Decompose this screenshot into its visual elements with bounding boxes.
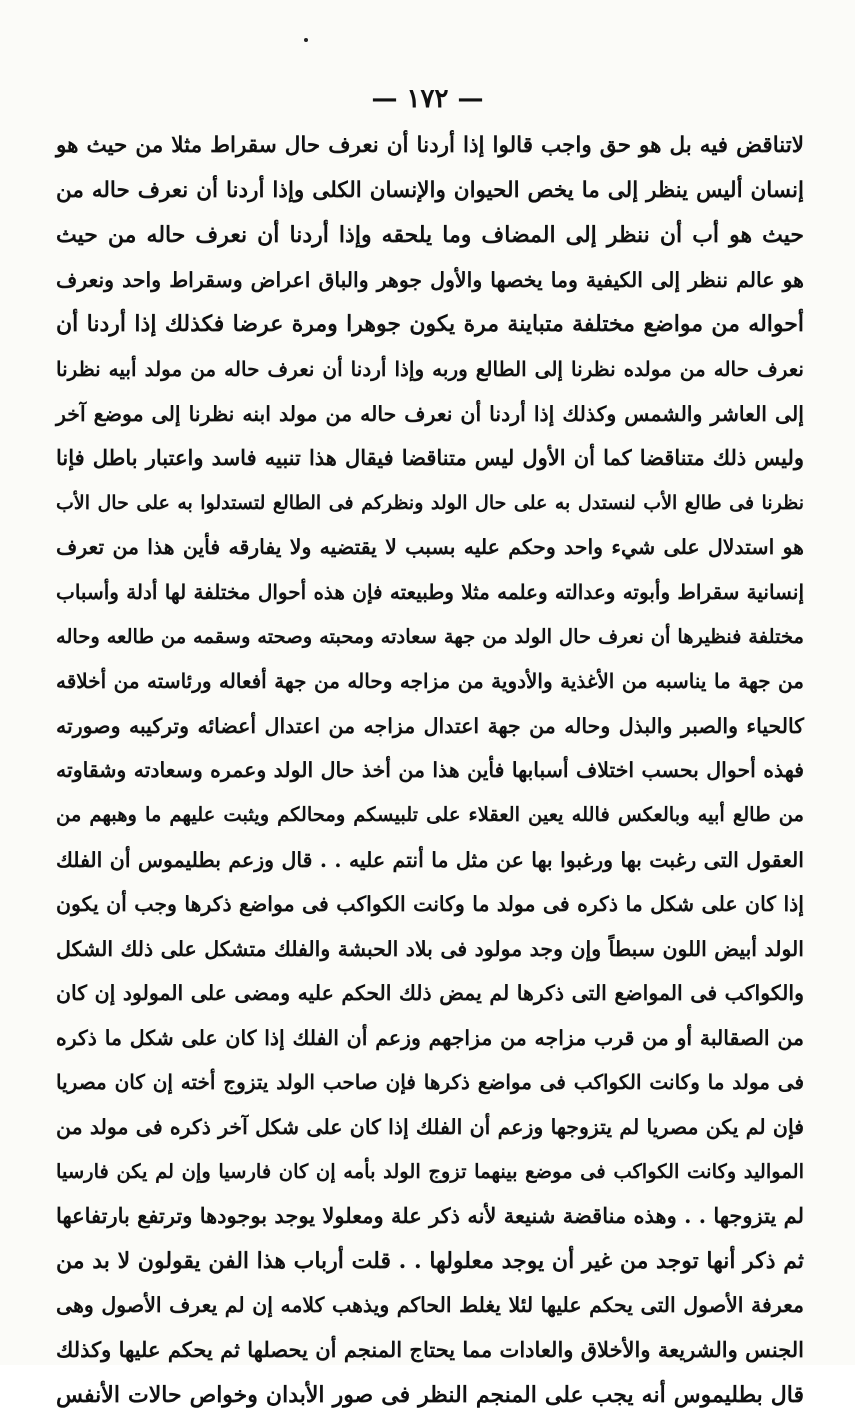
text-line: إنسانية سقراط وأبوته وعدالته وعلمه مثلا وطبيعته فإن هذه أحوال مختلفة لها أدلة وأسباب bbox=[56, 579, 804, 604]
text-line: المواليد وكانت الكواكب فى موضع بينهما تزوج الولد بأمه إن كان فارسيا وإن لم يكن فارسيا bbox=[56, 1159, 804, 1183]
text-line: من الصقالبة أو من قرب مزاجه من مزاجهم وزعم أن الفلك إذا كان على شكل ما ذكره bbox=[56, 1025, 804, 1050]
text-line: ثم ذكر أنها توجد من غير أن يوجد معلولها . . قلت أرباب هذا الفن يقولون لا بد من bbox=[56, 1247, 804, 1274]
text-line: مختلفة فنظيرها أن نعرف حال الولد من جهة سعادته ومحبته وصحته وسقمه من طالعه وحاله bbox=[56, 624, 804, 648]
text-line: معرفة الأصول التى يحكم عليها لئلا يغلط الحاكم ويذهب كلامه إن لم يعرف الأصول وهى bbox=[56, 1293, 804, 1318]
text-line: قال بطليموس أنه يجب على المنجم النظر فى صور الأبدان وخواص حالات الأنفس bbox=[56, 1381, 804, 1408]
text-line: العقول التى رغبت بها ورغبوا بها عن مثل ما أنتم عليه . . قال وزعم بطليموس أن الفلك bbox=[56, 847, 804, 872]
text-line: أحواله من مواضع مختلفة متباينة مرة يكون جوهرا ومرة عرضا فكذلك إذا أردنا أن bbox=[56, 311, 804, 338]
text-line: فإن لم يكن مصريا لم يتزوجها وزعم أن الفلك إذا كان على شكل آخر ذكره فى مولد من bbox=[56, 1115, 804, 1140]
text-line: إذا كان على شكل ما ذكره فى مولد ما وكانت الكواكب فى مواضع ذكرها وجب أن يكون bbox=[56, 892, 804, 917]
text-line: والكواكب فى المواضع التى ذكرها لم يمض ذلك الحكم عليه ومضى على المولود إن كان bbox=[56, 981, 804, 1006]
text-line: نعرف حاله من مولده نظرنا إلى الطالع وربه وإذا أردنا أن نعرف حاله من مولد أبيه نظرنا bbox=[56, 356, 804, 381]
text-line: الجنس والشريعة والأخلاق والعادات مما يحتاج المنجم أن يحصلها ثم يحكم عليها وكذلك bbox=[56, 1337, 804, 1363]
body-text bbox=[56, 124, 804, 1417]
text-line: كالحياء والصبر والبذل وحاله من جهة اعتدال مزاجه من اعتدال أعضائه وتركيبه وصورته bbox=[56, 713, 804, 738]
text-line: من جهة ما يناسبه من الأغذية والأدوية من مزاجه وحاله من جهة أفعاله ورئاسته من أخلاقه bbox=[56, 669, 804, 694]
text-line: إنسان أليس ينظر إلى ما يخص الحيوان والإنسان الكلى وإذا أردنا أن نعرف حاله من bbox=[56, 177, 804, 203]
text-line: لاتناقض فيه بل هو حق واجب قالوا إذا أردنا أن نعرف حال سقراط مثلا من حيث هو bbox=[56, 133, 804, 158]
text-line: هو عالم ننظر إلى الكيفية وما يخصها والأول جوهر والباق اعراض وسقراط واحد ونعرف bbox=[56, 267, 804, 292]
text-line: وليس ذلك متناقضا كما أن الأول ليس متناقضا فيقال هذا تنبيه فاسد واعتبار باطل فإنا bbox=[56, 445, 804, 471]
text-line: فى مولد ما وكانت الكواكب فى مواضع ذكرها فإن صاحب الولد يتزوج أخته إن كان مصريا bbox=[56, 1070, 804, 1095]
text-line: حيث هو أب أن ننظر إلى المضاف وما يلحقه وإذا أردنا أن نعرف حاله من حيث bbox=[56, 222, 804, 249]
text-line: إلى العاشر والشمس وكذلك إذا أردنا أن نعرف حاله من مولد ابنه نظرنا إلى موضع آخر bbox=[56, 401, 804, 426]
page-number: — ١٧٢ — bbox=[371, 84, 484, 114]
text-line: من طالع أبيه وبالعكس فالله يعين العقلاء على تلبيسكم ومحالكم ويثبت عليهم ما وهبهم من bbox=[56, 802, 804, 826]
text-line: الولد أبيض اللون سبطاً وإن وجد مولود فى بلاد الحبشة والفلك متشكل على ذلك الشكل bbox=[56, 936, 804, 961]
text-line: نظرنا فى طالع الأب لنستدل به على حال الولد ونظركم فى الطالع لتستدلوا به على حال الأب bbox=[56, 491, 804, 514]
ink-speck bbox=[304, 38, 308, 42]
text-line: فهذه أحوال بحسب اختلاف أسبابها فأين هذا من أخذ حال الولد وعمره وسعادته وشقاوته bbox=[56, 758, 804, 783]
text-line: لم يتزوجها . . وهذه مناقضة شنيعة لأنه ذكر علة ومعلولا يوجد بوجودها وترتفع بارتفاعها bbox=[56, 1203, 804, 1229]
text-line: هو استدلال على شيء واحد وحكم عليه بسبب لا يقتضيه ولا يفارقه فأين هذا من تعرف bbox=[56, 535, 804, 560]
